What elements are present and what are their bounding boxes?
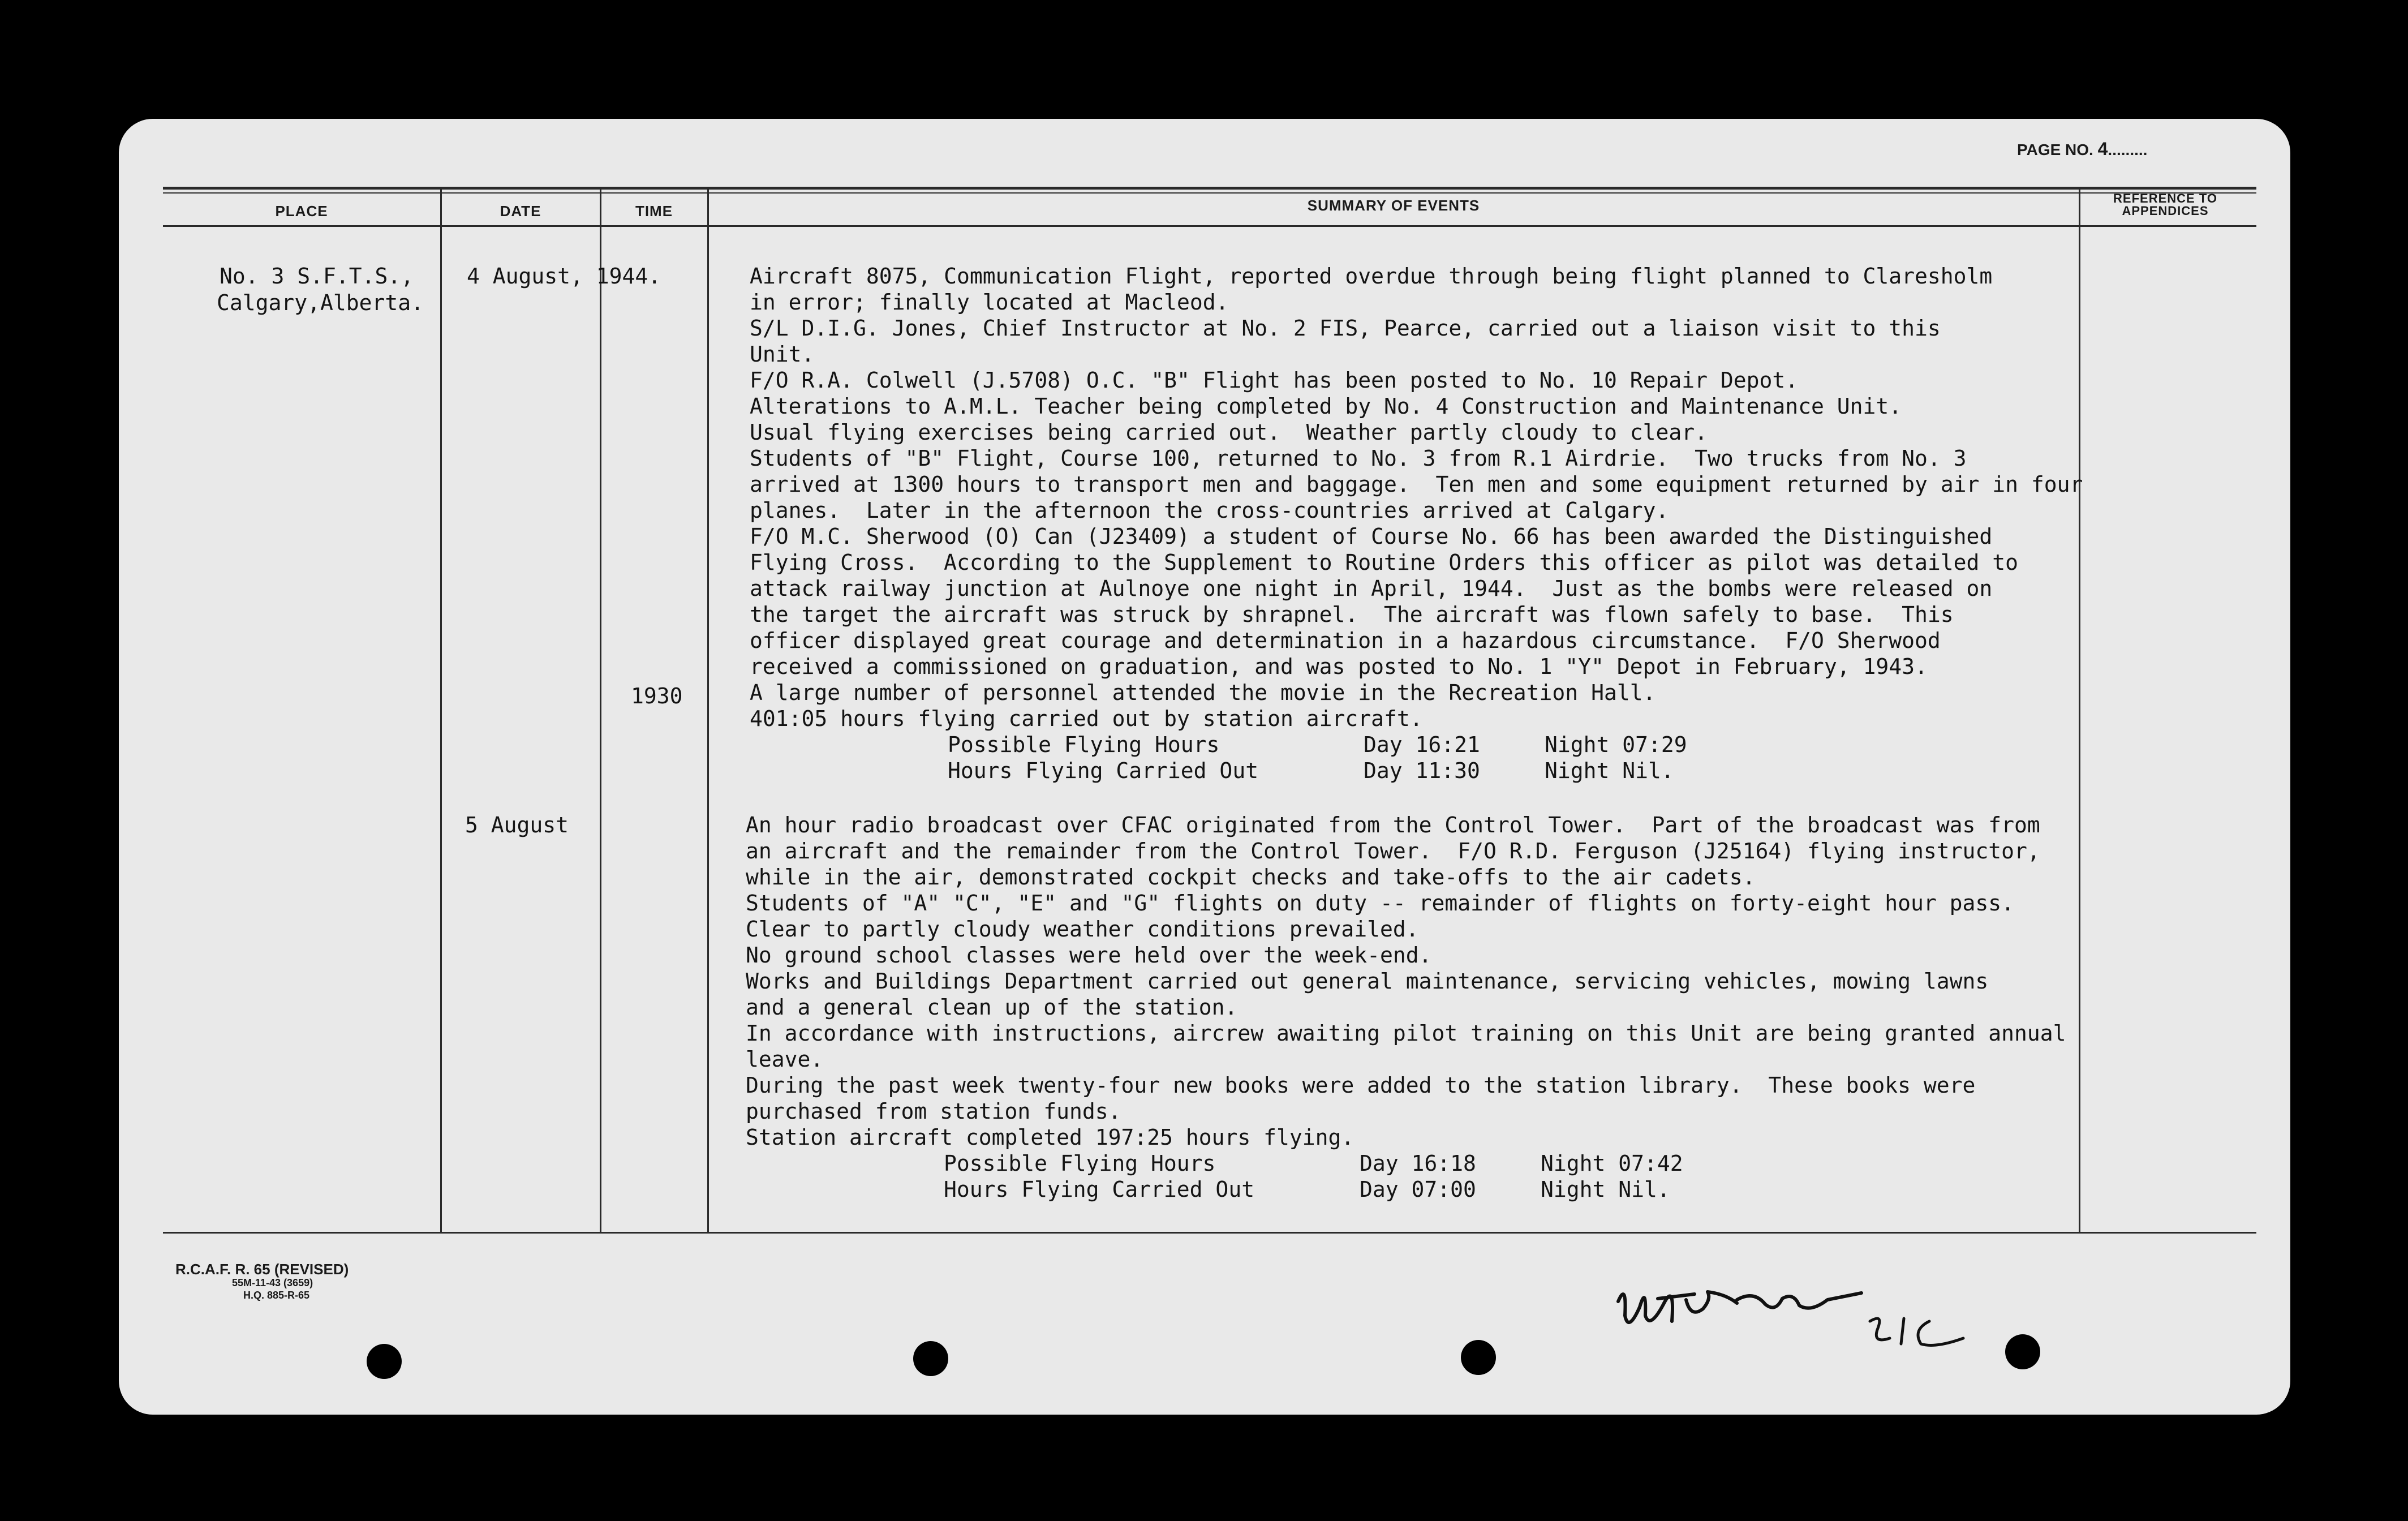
flying-day: Day 16:21	[1364, 732, 1480, 757]
header-date: DATE	[500, 203, 541, 220]
flying-label: Hours Flying Carried Out	[948, 758, 1259, 783]
summary-line: 401:05 hours flying carried out by station aircraft.	[750, 706, 1423, 731]
summary-line: purchased from station funds.	[746, 1099, 1121, 1124]
flying-day: Day 07:00	[1360, 1177, 1476, 1202]
place-line-2: Calgary,Alberta.	[217, 290, 424, 315]
entry-date: 5 August	[465, 813, 569, 837]
summary-line: Flying Cross. According to the Supplement to Routine Orders this officer as pilot was detailed to	[750, 550, 2019, 575]
header-rule	[163, 225, 2256, 227]
flying-label: Hours Flying Carried Out	[944, 1177, 1255, 1202]
page-number-label: PAGE NO.	[2017, 141, 2093, 158]
summary-line: and a general clean up of the station.	[746, 995, 1238, 1020]
summary-line: while in the air, demonstrated cockpit checks and take-offs to the air cadets.	[746, 865, 1756, 890]
summary-line: received a commissioned on graduation, and was posted to No. 1 "Y" Depot in February, 1943.	[750, 654, 1928, 679]
binder-hole	[367, 1344, 402, 1379]
flying-day: Day 16:18	[1360, 1151, 1476, 1176]
header-reference: REFERENCE TO APPENDICES	[2113, 191, 2217, 218]
summary-line: an aircraft and the remainder from the Control Tower. F/O R.D. Ferguson (J25164) flying instructor,	[746, 839, 2040, 863]
summary-line: No ground school classes were held over the week-end.	[746, 943, 1432, 968]
summary-line: arrived at 1300 hours to transport men and baggage. Ten men and some equipment returned by air in four	[750, 472, 2083, 497]
place-line-1: No. 3 S.F.T.S.,	[220, 264, 414, 289]
flying-label: Possible Flying Hours	[944, 1151, 1216, 1176]
summary-line: Station aircraft completed 197:25 hours flying.	[746, 1125, 1354, 1150]
flying-night: Night Nil.	[1545, 758, 1674, 783]
summary-line: Clear to partly cloudy weather conditions prevailed.	[746, 917, 1419, 942]
header-place: PLACE	[275, 203, 328, 220]
entry-date: 4 August, 1944.	[467, 264, 661, 289]
bottom-rule	[163, 1232, 2256, 1234]
summary-line: Works and Buildings Department carried out general maintenance, servicing vehicles, mowing lawns	[746, 969, 1989, 994]
summary-line: Students of "A" "C", "E" and "G" flights on duty -- remainder of flights on forty-eight hour pass.	[746, 891, 2015, 916]
war-diary-page	[119, 119, 2290, 1415]
column-divider-time	[707, 190, 709, 1234]
binder-hole	[1461, 1340, 1496, 1375]
summary-line: During the past week twenty-four new books were added to the station library. These books were	[746, 1073, 1976, 1098]
flying-night: Night 07:42	[1541, 1151, 1683, 1176]
summary-line: S/L D.I.G. Jones, Chief Instructor at No. 2 FIS, Pearce, carried out a liaison visit to this	[750, 316, 1941, 341]
flying-day: Day 11:30	[1364, 758, 1480, 783]
form-print-code: 55M-11-43 (3659)	[232, 1277, 313, 1288]
summary-line: In accordance with instructions, aircrew awaiting pilot training on this Unit are being granted annual	[746, 1021, 2066, 1046]
summary-line: the target the aircraft was struck by shrapnel. The aircraft was flown safely to base. This	[750, 602, 1954, 627]
binder-hole	[913, 1341, 948, 1376]
summary-line: An hour radio broadcast over CFAC originated from the Control Tower. Part of the broadcast was from	[746, 813, 2040, 837]
binder-hole	[2005, 1334, 2040, 1369]
header-time: TIME	[635, 203, 673, 220]
summary-line: F/O M.C. Sherwood (O) Can (J23409) a student of Course No. 66 has been awarded the Distinguished	[750, 524, 1993, 549]
header-summary: SUMMARY OF EVENTS	[1307, 197, 1480, 214]
summary-line: Alterations to A.M.L. Teacher being completed by No. 4 Construction and Maintenance Unit.	[750, 394, 1902, 419]
flying-night: Night Nil.	[1541, 1177, 1670, 1202]
flying-label: Possible Flying Hours	[948, 732, 1220, 757]
page-number	[2017, 139, 2147, 160]
top-rule-thin	[163, 192, 2256, 194]
flying-night: Night 07:29	[1545, 732, 1687, 757]
top-rule-thick	[163, 187, 2256, 190]
summary-line: Aircraft 8075, Communication Flight, reported overdue through being flight planned to Claresholm	[750, 264, 1993, 289]
page-number-value: 4	[2097, 139, 2108, 159]
column-divider-summary	[2079, 190, 2080, 1234]
summary-line: attack railway junction at Aulnoye one night in April, 1944. Just as the bombs were released on	[750, 576, 1993, 601]
form-number: R.C.A.F. R. 65 (REVISED)	[175, 1261, 349, 1278]
summary-line: Usual flying exercises being carried out. Weather partly cloudy to clear.	[750, 420, 1708, 445]
form-hq-code: H.Q. 885-R-65	[243, 1290, 310, 1301]
summary-line: F/O R.A. Colwell (J.5708) O.C. "B" Flight has been posted to No. 10 Repair Depot.	[750, 368, 1799, 393]
entry-time: 1930	[631, 684, 683, 708]
form-identification	[175, 1262, 349, 1301]
column-divider-place	[440, 190, 442, 1234]
summary-line: officer displayed great courage and determination in a hazardous circumstance. F/O Sherwood	[750, 628, 1941, 653]
page-number-dots: .........	[2108, 141, 2148, 158]
summary-line: leave.	[746, 1047, 824, 1072]
column-divider-date	[600, 190, 601, 1234]
signature-mark	[1596, 1259, 2009, 1355]
summary-line: planes. Later in the afternoon the cross-countries arrived at Calgary.	[750, 498, 1669, 523]
summary-line: Unit.	[750, 342, 815, 367]
summary-line: A large number of personnel attended the movie in the Recreation Hall.	[750, 680, 1656, 705]
summary-line: Students of "B" Flight, Course 100, returned to No. 3 from R.1 Airdrie. Two trucks from No. 3	[750, 446, 1967, 471]
summary-line: in error; finally located at Macleod.	[750, 290, 1229, 315]
